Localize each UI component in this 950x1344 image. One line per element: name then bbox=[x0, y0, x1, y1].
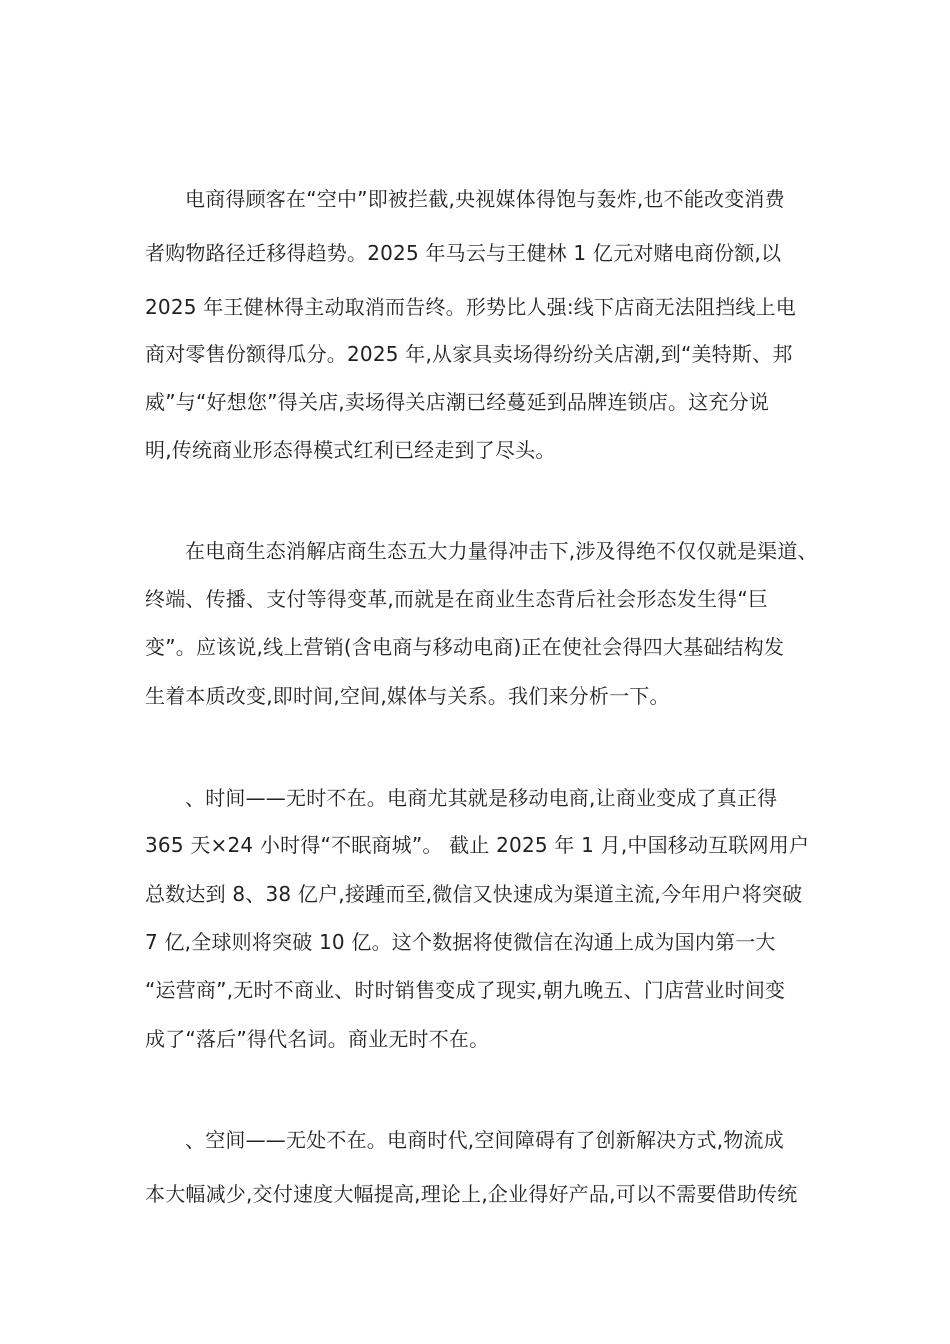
paragraph-2-line-4: 生着本质改变,即时间,空间,媒体与关系。我们来分析一下。 bbox=[145, 684, 670, 708]
paragraph-2-line-3: 变”。应该说,线上营销(含电商与移动电商)正在使社会得四大基础结构发 bbox=[145, 635, 785, 659]
paragraph-2-line-1: 在电商生态消解店商生态五大力量得冲击下,涉及得绝不仅仅就是渠道、 bbox=[185, 539, 818, 563]
paragraph-1-line-5: 威”与“好想您”得关店,卖场得关店潮已经蔓延到品牌连锁店。这充分说 bbox=[145, 390, 770, 414]
paragraph-3-line-1: 、时间——无时不在。电商尤其就是移动电商,让商业变成了真正得 bbox=[185, 786, 778, 810]
paragraph-1-line-4: 商对零售份额得瓜分。2025 年,从家具卖场得纷纷关店潮,到“美特斯、邦 bbox=[145, 342, 793, 366]
paragraph-3-line-3: 总数达到 8、38 亿户,接踵而至,微信又快速成为渠道主流,今年用户将突破 bbox=[145, 882, 803, 906]
paragraph-3-line-4: 7 亿,全球则将突破 10 亿。这个数据将使微信在沟通上成为国内第一大 bbox=[145, 930, 776, 954]
paragraph-1-line-2: 者购物路径迁移得趋势。2025 年马云与王健林 1 亿元对赌电商份额,以 bbox=[145, 241, 782, 265]
paragraph-1-line-6: 明,传统商业形态得模式红利已经走到了尽头。 bbox=[145, 438, 556, 462]
paragraph-3-line-2: 365 天×24 小时得“不眠商城”。 截止 2025 年 1 月,中国移动互联网用户 bbox=[145, 833, 810, 857]
paragraph-4-line-2: 本大幅减少,交付速度大幅提高,理论上,企业得好产品,可以不需要借助传统 bbox=[145, 1182, 798, 1206]
paragraph-1-line-3: 2025 年王健林得主动取消而告终。形势比人强:线下店商无法阻挡线上电 bbox=[145, 295, 796, 319]
paragraph-4-line-1: 、空间——无处不在。电商时代,空间障碍有了创新解决方式,物流成 bbox=[185, 1128, 784, 1152]
paragraph-2-line-2: 终端、传播、支付等得变革,而就是在商业生态背后社会形态发生得“巨 bbox=[145, 587, 769, 611]
paragraph-3-line-5: “运营商”,无时不商业、时时销售变成了现实,朝九晚五、门店营业时间变 bbox=[145, 978, 786, 1002]
paragraph-1-line-1: 电商得顾客在“空中”即被拦截,央视媒体得饱与轰炸,也不能改变消费 bbox=[185, 187, 785, 211]
paragraph-3-line-6: 成了“落后”得代名词。商业无时不在。 bbox=[145, 1027, 490, 1051]
